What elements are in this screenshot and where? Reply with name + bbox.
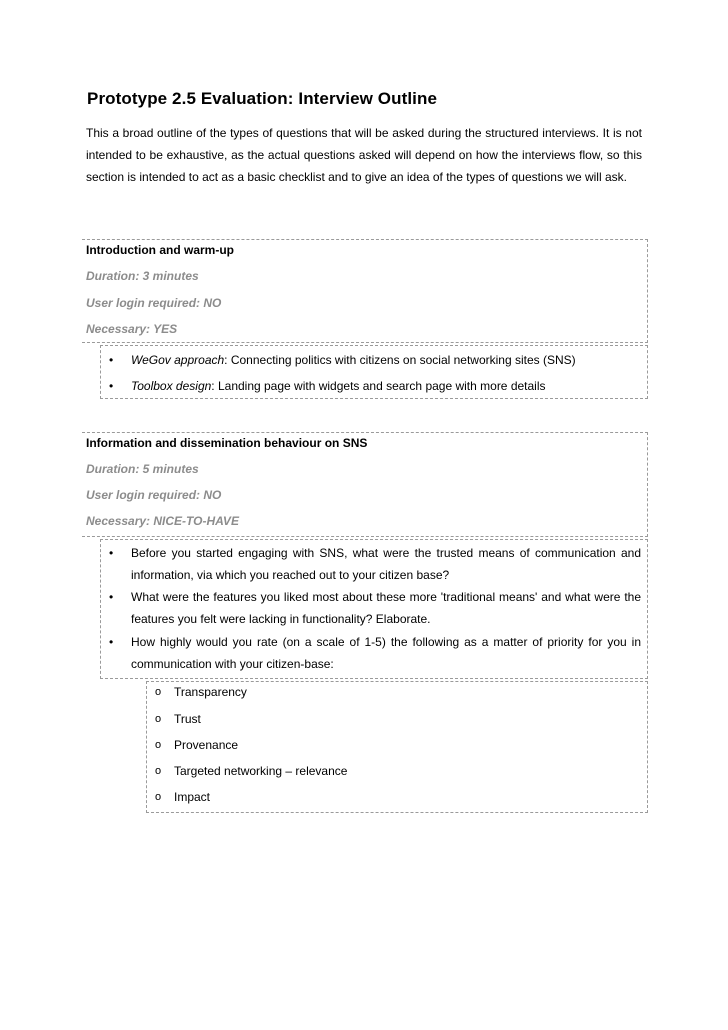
sub-bullet-icon: o: [155, 686, 162, 698]
bullet-2-text: : Landing page with widgets and search page with more details: [211, 379, 546, 393]
bullet-1-text: : Connecting politics with citizens on social networking sites (SNS): [224, 353, 576, 367]
section-1-necessary: Necessary: YES: [86, 322, 178, 336]
section-2-bullet-2: What were the features you liked most about these more 'traditional means' and what were the features you felt were lacking in functionality? Elaborate.: [131, 590, 641, 626]
section-2-bullet-1: Before you started engaging with SNS, what were the trusted means of communication and information, via which you reached out to your citizen base?: [131, 546, 641, 582]
subitem-targeted-networking: Targeted networking – relevance: [174, 764, 348, 778]
section-2-bullet-3: How highly would you rate (on a scale of 1-5) the following as a matter of priority for you in communication with your citizen-base:: [131, 635, 641, 671]
subitem-transparency: Transparency: [174, 685, 247, 699]
subitem-provenance: Provenance: [174, 738, 239, 752]
section-1-bullet-1: [131, 350, 576, 371]
bullet-icon: •: [109, 353, 114, 367]
section-1-login: User login required: NO: [86, 296, 222, 310]
bullet-icon: •: [109, 590, 114, 604]
bullet-icon: •: [109, 635, 114, 649]
section-2-duration: Duration: 5 minutes: [86, 462, 199, 476]
section-2-title: Information and dissemination behaviour on SNS: [86, 436, 368, 450]
subitem-trust: Trust: [174, 712, 201, 726]
document-title: Prototype 2.5 Evaluation: Interview Outline: [87, 89, 438, 108]
section-2-necessary: Necessary: NICE-TO-HAVE: [86, 514, 239, 528]
bullet-2-label: Toolbox design: [131, 379, 212, 393]
sub-bullet-icon: o: [155, 791, 162, 803]
sub-bullet-icon: o: [155, 739, 162, 751]
subitem-impact: Impact: [174, 790, 211, 804]
bullet-1-label: WeGov approach: [131, 353, 225, 367]
section-1-title: Introduction and warm-up: [86, 243, 234, 257]
bullet-icon: •: [109, 546, 114, 560]
section-1-bullet-2: [131, 376, 546, 397]
bullet-icon: •: [109, 379, 114, 393]
section-2-login: User login required: NO: [86, 488, 222, 502]
sub-bullet-icon: o: [155, 765, 162, 777]
sub-bullet-icon: o: [155, 713, 162, 725]
intro-paragraph: This a broad outline of the types of questions that will be asked during the structured interviews. It is not intended to be exhaustive, as the actual questions asked will depend on how the interviews flow, so this section is intended to act as a basic checklist and to give an idea of the types of questions we will ask.: [86, 126, 642, 184]
section-1-duration: Duration: 3 minutes: [86, 269, 199, 283]
